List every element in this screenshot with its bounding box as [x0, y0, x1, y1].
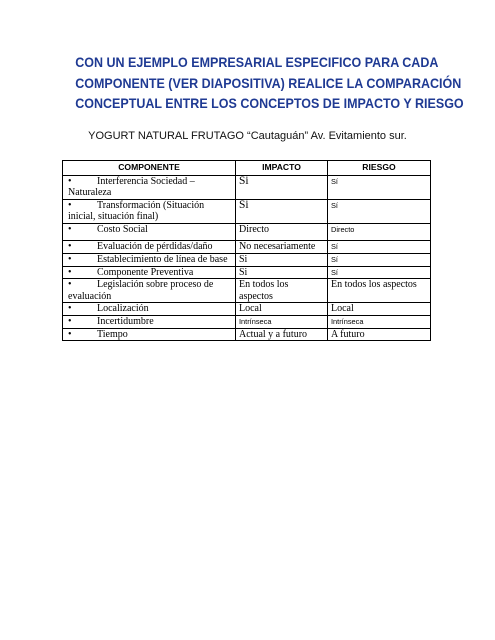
- header-componente: COMPONENTE: [63, 161, 236, 176]
- component-line-1: Evaluación de pérdidas/daño: [97, 240, 213, 252]
- component-line-1: Incertidumbre: [97, 315, 154, 327]
- component-line-1: Tiempo: [97, 328, 128, 340]
- impacto-cell: No necesariamente: [236, 240, 328, 253]
- table-row: [63, 303, 431, 316]
- riesgo-cell: Directo: [328, 223, 431, 240]
- bullet-icon: •: [68, 240, 72, 252]
- component-line-1: Establecimiento de línea de base: [97, 253, 228, 265]
- component-line-1: Componente Preventiva: [97, 266, 194, 278]
- riesgo-cell: Sí: [328, 266, 431, 279]
- table-row: [63, 199, 431, 223]
- component-line-1: Legislación sobre proceso de: [97, 279, 214, 291]
- bullet-icon: •: [68, 315, 72, 327]
- component-line-1: Localización: [97, 303, 149, 315]
- bullet-icon: •: [68, 328, 72, 340]
- bullet-icon: •: [68, 279, 72, 291]
- impacto-cell: Si: [236, 199, 328, 223]
- component-cell: [63, 240, 236, 253]
- component-cell: [63, 266, 236, 279]
- impacto-cell: Actual y a futuro: [236, 328, 328, 341]
- impacto-cell: En todos los aspectos: [236, 279, 328, 303]
- bullet-icon: •: [68, 266, 72, 278]
- component-line-2: evaluación: [68, 290, 112, 302]
- table-row: [63, 223, 431, 240]
- component-line-1: Transformación (Situación: [97, 199, 205, 211]
- impacto-cell: Si: [236, 253, 328, 266]
- impacto-cell: Local: [236, 303, 328, 316]
- riesgo-cell: Sí: [328, 253, 431, 266]
- component-cell: [63, 303, 236, 316]
- heading-line-2: COMPONENTE (VER DIAPOSITIVA) REALICE LA COMPARACIÓN: [75, 75, 462, 91]
- table-row: [63, 253, 431, 266]
- impacto-cell: Si: [236, 175, 328, 199]
- table-row: [63, 266, 431, 279]
- component-line-2: Naturaleza: [68, 187, 112, 199]
- comparison-table: [62, 160, 431, 341]
- component-cell: [63, 328, 236, 341]
- table-row: [63, 328, 431, 341]
- impacto-cell: Si: [236, 266, 328, 279]
- component-line-2: inicial, situación final): [68, 211, 159, 223]
- impacto-cell: Directo: [236, 223, 328, 240]
- riesgo-cell: Sí: [328, 199, 431, 223]
- impacto-cell: Intrínseca: [236, 315, 328, 328]
- heading-line-1: CON UN EJEMPLO EMPRESARIAL ESPECIFICO PARA CADA: [75, 55, 439, 70]
- riesgo-cell: En todos los aspectos: [328, 279, 431, 303]
- header-impacto: IMPACTO: [236, 161, 328, 176]
- component-line-1: Interferencia Sociedad –: [97, 175, 195, 187]
- component-cell: [63, 253, 236, 266]
- component-line-1: Costo Social: [97, 223, 148, 235]
- table-row: [63, 315, 431, 328]
- component-cell: [63, 175, 236, 199]
- bullet-icon: •: [68, 303, 72, 315]
- table-header-row: [63, 161, 431, 176]
- component-cell: [63, 279, 236, 303]
- riesgo-cell: A futuro: [328, 328, 431, 341]
- riesgo-cell: Local: [328, 303, 431, 316]
- header-riesgo: RIESGO: [328, 161, 431, 176]
- component-cell: [63, 223, 236, 240]
- document-heading: [75, 53, 464, 115]
- table-row: [63, 240, 431, 253]
- bullet-icon: •: [68, 199, 72, 211]
- riesgo-cell: Sí: [328, 240, 431, 253]
- bullet-icon: •: [68, 253, 72, 265]
- bullet-icon: •: [68, 223, 72, 235]
- riesgo-cell: Intrínseca: [328, 315, 431, 328]
- riesgo-cell: Sí: [328, 175, 431, 199]
- component-cell: [63, 315, 236, 328]
- table-row: [63, 175, 431, 199]
- heading-line-3: CONCEPTUAL ENTRE LOS CONCEPTOS DE IMPACTO Y RIESGO: [75, 96, 464, 111]
- table-row: [63, 279, 431, 303]
- bullet-icon: •: [68, 175, 72, 187]
- company-subtitle: YOGURT NATURAL FRUTAGO “Cautaguán” Av. Evitamiento sur.: [88, 130, 407, 142]
- component-cell: [63, 199, 236, 223]
